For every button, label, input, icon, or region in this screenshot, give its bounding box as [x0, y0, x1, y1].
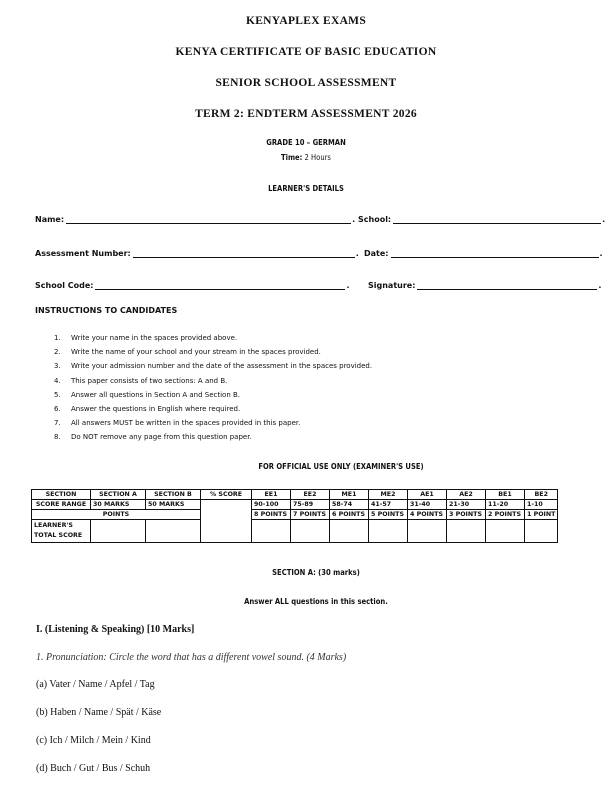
- instructions-list: [54, 331, 372, 445]
- school-dot: .: [602, 215, 606, 224]
- school-code-label: School Code:: [35, 281, 94, 290]
- instruction-item: 4. This paper consists of two sections: A and B.: [54, 376, 228, 385]
- table-cell[interactable]: [486, 520, 525, 543]
- table-cell[interactable]: [447, 520, 486, 543]
- instruction-item: 7. All answers MUST be written in the spaces provided in this paper.: [54, 419, 301, 428]
- signature-label: Signature:: [368, 281, 416, 290]
- table-row: [32, 490, 558, 500]
- part1-heading: I. (Listening & Speaking) [10 Marks]: [36, 624, 195, 635]
- table-header-cell: EE1: [252, 490, 291, 500]
- table-header-cell: % SCORE: [201, 490, 252, 500]
- assessment-number-field[interactable]: [35, 248, 359, 258]
- school-field[interactable]: [358, 214, 605, 224]
- table-row: [32, 500, 558, 510]
- option-b[interactable]: (b) Haben / Name / Spät / Käse: [36, 707, 162, 718]
- instruction-item: 1. Write your name in the spaces provided above.: [54, 334, 238, 342]
- table-cell[interactable]: [330, 520, 369, 543]
- certificate-title: KENYA CERTIFICATE OF BASIC EDUCATION: [175, 46, 437, 58]
- table-cell: 50 MARKS: [146, 500, 201, 510]
- table-header-cell: SECTION: [32, 490, 91, 500]
- assessment-title: SENIOR SCHOOL ASSESSMENT: [215, 77, 397, 89]
- table-cell: 90-100: [252, 500, 291, 510]
- instructions-heading: INSTRUCTIONS TO CANDIDATES: [35, 306, 178, 315]
- table-cell: 31-40: [408, 500, 447, 510]
- table-cell: 7 POINTS: [291, 510, 330, 520]
- time-value: 2 Hours: [302, 153, 331, 162]
- table-cell: 75-89: [291, 500, 330, 510]
- table-cell: 30 MARKS: [91, 500, 146, 510]
- date-label: Date:: [364, 249, 389, 258]
- time-label: Time:: [281, 153, 303, 162]
- grade-subject: GRADE 10 – GERMAN: [266, 138, 346, 147]
- name-input-line[interactable]: [66, 214, 351, 224]
- instruction-item: 3. Write your admission number and the date of the assessment in the spaces provided.: [54, 362, 373, 371]
- table-cell: 1 POINT: [525, 510, 558, 520]
- term-title: TERM 2: ENDTERM ASSESSMENT 2026: [195, 108, 417, 120]
- table-cell: 8 POINTS: [252, 510, 291, 520]
- school-label: School:: [358, 215, 392, 224]
- instruction-item: 5. Answer all questions in Section A and Section B.: [54, 390, 241, 399]
- option-a[interactable]: (a) Vater / Name / Apfel / Tag: [36, 679, 155, 690]
- official-use-heading: FOR OFFICIAL USE ONLY (EXAMINER'S USE): [258, 462, 424, 471]
- table-header-cell: BE1: [486, 490, 525, 500]
- school-input-line[interactable]: [393, 214, 601, 224]
- date-field[interactable]: [364, 248, 603, 258]
- table-cell: 4 POINTS: [408, 510, 447, 520]
- table-header-cell: ME1: [330, 490, 369, 500]
- name-label: Name:: [35, 215, 65, 224]
- section-b-score-cell[interactable]: [146, 520, 201, 543]
- table-cell[interactable]: [369, 520, 408, 543]
- signature-dot: .: [598, 281, 602, 290]
- table-cell: 58-74: [330, 500, 369, 510]
- learner-details-heading: LEARNER'S DETAILS: [268, 184, 344, 193]
- instruction-item: 2. Write the name of your school and your stream in the spaces provided.: [54, 348, 321, 357]
- score-table: [31, 489, 558, 543]
- name-field[interactable]: [35, 214, 355, 224]
- option-d[interactable]: (d) Buch / Gut / Bus / Schuh: [36, 763, 151, 774]
- school-code-input-line[interactable]: [95, 280, 345, 290]
- table-header-cell: SECTION A: [91, 490, 146, 500]
- table-header-cell: SECTION B: [146, 490, 201, 500]
- question-1: 1. Pronunciation: Circle the word that has a different vowel sound. (4 Marks): [36, 652, 347, 663]
- table-cell: POINTS: [32, 510, 201, 520]
- school-code-dot: .: [346, 281, 350, 290]
- signature-field[interactable]: [368, 280, 601, 290]
- option-c[interactable]: (c) Ich / Milch / Mein / Kind: [36, 735, 151, 746]
- instruction-item: 8. Do NOT remove any page from this question paper.: [54, 433, 252, 442]
- table-cell: SCORE RANGE: [32, 500, 91, 510]
- table-cell: 1-10: [525, 500, 558, 510]
- table-row: [32, 510, 558, 520]
- date-input-line[interactable]: [391, 248, 599, 258]
- table-cell: 5 POINTS: [369, 510, 408, 520]
- table-row: [32, 520, 558, 543]
- section-a-instruction: Answer ALL questions in this section.: [244, 597, 388, 606]
- table-cell[interactable]: [525, 520, 558, 543]
- table-cell: 3 POINTS: [447, 510, 486, 520]
- date-dot: .: [599, 249, 603, 258]
- school-code-field[interactable]: [35, 280, 349, 290]
- assessment-number-dot: .: [355, 249, 359, 258]
- table-header-cell: AE2: [447, 490, 486, 500]
- assessment-number-label: Assessment Number:: [35, 249, 131, 258]
- section-a-score-cell[interactable]: [91, 520, 146, 543]
- table-cell: 41-57: [369, 500, 408, 510]
- table-cell[interactable]: [291, 520, 330, 543]
- learner-total-label: LEARNER'S TOTAL SCORE: [32, 520, 91, 543]
- table-cell[interactable]: [408, 520, 447, 543]
- table-header-cell: BE2: [525, 490, 558, 500]
- exam-body-title: KENYAPLEX EXAMS: [245, 15, 367, 27]
- instruction-item: 6. Answer the questions in English where required.: [54, 405, 241, 414]
- table-header-cell: EE2: [291, 490, 330, 500]
- section-a-title: SECTION A: (30 marks): [272, 568, 360, 577]
- table-header-cell: ME2: [369, 490, 408, 500]
- table-cell[interactable]: [252, 520, 291, 543]
- time-line: [46, 153, 566, 162]
- table-cell: 21-30: [447, 500, 486, 510]
- table-cell: 2 POINTS: [486, 510, 525, 520]
- signature-input-line[interactable]: [417, 280, 597, 290]
- percent-score-cell[interactable]: [201, 500, 252, 543]
- table-cell: 11-20: [486, 500, 525, 510]
- table-header-cell: AE1: [408, 490, 447, 500]
- table-cell: 6 POINTS: [330, 510, 369, 520]
- name-dot: .: [352, 215, 356, 224]
- assessment-number-input-line[interactable]: [133, 248, 355, 258]
